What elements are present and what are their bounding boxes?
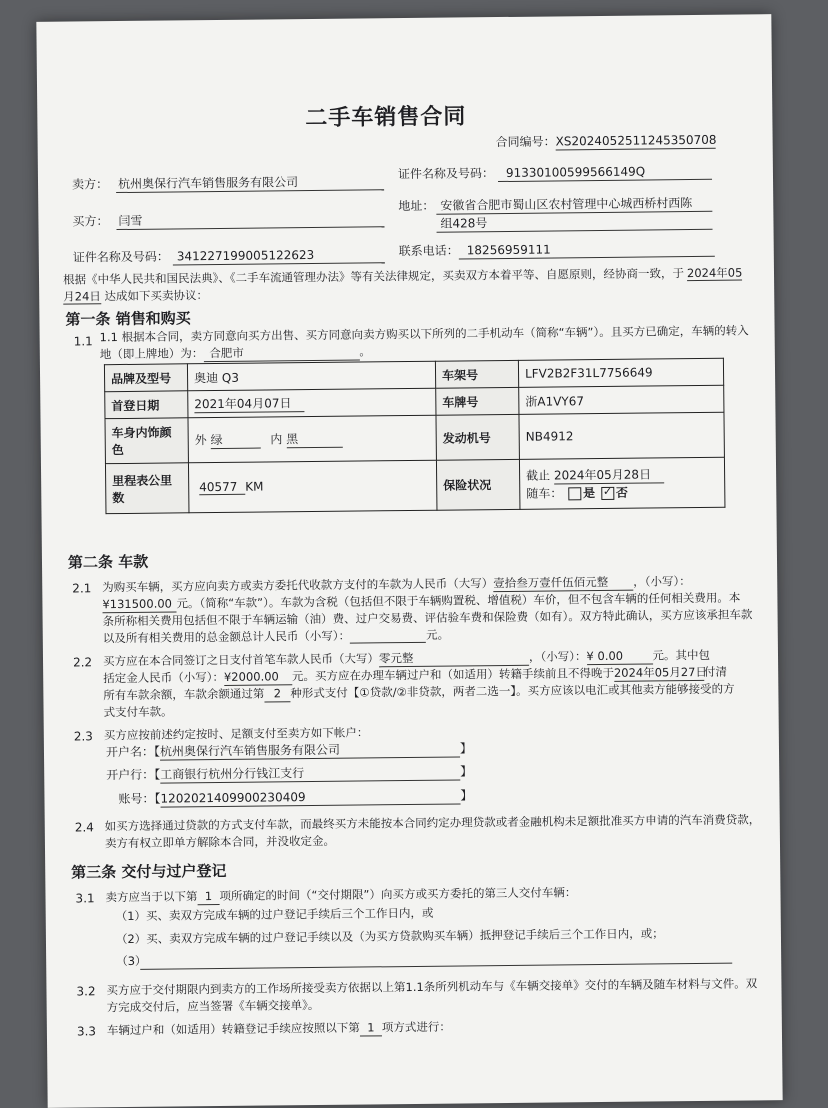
address-line1: 安徽省合肥市蜀山区农村管理中心城西桥村西陈 <box>440 196 693 213</box>
plate-value: 浙A1VY67 <box>519 385 724 414</box>
yes-label: 是 <box>583 486 596 501</box>
account-number: 1202021409900230409 <box>160 787 460 807</box>
payment-method: 2 <box>264 685 290 702</box>
bracket-left: 【 <box>154 791 161 806</box>
interior-label: 内 <box>270 432 283 447</box>
clause-2-1-text-a: 为购买车辆，买方应向卖方或卖方委托代收款方支付的车款为人民币（大写） <box>102 576 494 595</box>
mileage-unit: KM <box>245 479 264 494</box>
account-name: 杭州奥保行汽车销售服务有限公司 <box>160 740 460 760</box>
address-line2: 组428号 <box>440 216 488 231</box>
mileage-value: 40577 <box>199 480 245 495</box>
delivery-option-3-label: （3） <box>116 953 147 969</box>
exterior-color: 绿 <box>210 431 260 450</box>
transfer-option-number: 1 <box>360 1019 382 1036</box>
clause-3-1-text-b: 项所确定的时间（“交付期限”）向买方或买方委托的第三人交付车辆： <box>219 885 577 904</box>
delivery-option-number: 1 <box>197 888 219 905</box>
article2-heading: 第二条 车款 <box>67 552 149 572</box>
clause-1-1-line2 <box>100 343 371 363</box>
engine-value: NB4912 <box>519 412 724 459</box>
deposit-amount: ¥2000.00 <box>224 668 292 686</box>
reg-date-label: 首登日期 <box>105 391 188 419</box>
intro-date-part1: 2024年05 <box>686 265 743 281</box>
intro-text <box>63 264 743 287</box>
contract-page <box>36 14 782 1108</box>
registration-place: 合肥市 <box>203 344 359 363</box>
interior-color: 黑 <box>286 430 342 449</box>
clause-2-1-text-c: 元。（简称“车款”）。车款为含税（包括但不限于车辆购置税、增值税）车价，但不包含车辆的任何相关费用。本 <box>176 590 741 611</box>
delivery-option-3-blank[interactable] <box>140 947 732 970</box>
clause-1-1-line1: 1.1 根据本合同，卖方同意向买方出售、买方同意向卖方购买以下所列的二手机动车（简称“车辆”）。且买方已确定，车辆的转入 <box>99 323 749 345</box>
clause-3-1-line1 <box>105 884 576 906</box>
clause-number-2-1: 2.1 <box>72 581 92 596</box>
phone-label: 联系电话： <box>398 243 459 259</box>
buyer-name: 闫雪 <box>118 213 143 229</box>
checkbox-no-checked[interactable] <box>601 487 614 500</box>
color-cell <box>188 415 436 463</box>
buyer-label: 买方： <box>72 214 109 229</box>
insurance-until-label: 截止 <box>526 468 551 483</box>
phone: 18256959111 <box>466 242 551 258</box>
clause-number-1-1: 1.1 <box>73 334 93 349</box>
clause-3-3-text-a: 车辆过户和（如适用）转籍登记手续应按照以下第 <box>106 1020 360 1038</box>
clause-2-4-line2: 卖方有权立即单方解除本合同，并没收定金。 <box>104 833 335 851</box>
clause-2-1-text-e: 以及所有相关费用的总金额总计人民币（小写）： <box>102 628 351 646</box>
clause-3-3-text-b: 项方式进行： <box>381 1019 451 1035</box>
mileage-cell <box>188 460 437 513</box>
total-amount-blank[interactable] <box>350 628 426 644</box>
vin-value: LFV2B2F31L7756649 <box>518 358 723 387</box>
no-label: 否 <box>615 485 629 500</box>
insurance-cell <box>519 457 725 509</box>
clause-2-2-text-g: 所有车款余额，车款余额通过第 <box>103 686 265 703</box>
clause-number-3-3: 3.3 <box>76 1024 97 1039</box>
clause-3-2-line1: 买方应于交付期限内到卖方的工作场所接受卖方依据以上第1.1条所列机动车与《车辆交接单》交付的车辆及随车材料与文件。双 <box>106 976 758 998</box>
account-number-row <box>118 787 472 808</box>
insurance-label: 保险状况 <box>436 459 520 510</box>
clause-3-2-line2: 方完成交付后，应当签署《车辆交接单》。 <box>106 997 320 1015</box>
bracket-right: 】 <box>460 788 473 803</box>
clause-number-2-2: 2.2 <box>72 655 93 670</box>
price-in-words: 壹拾叁万壹仟伍佰元整 <box>493 574 633 592</box>
clause-3-3-line1 <box>107 1019 451 1040</box>
clause-2-2-text-b: ，（小写）： <box>528 649 587 664</box>
vin-label: 车架号 <box>435 360 518 388</box>
clause-2-1-line3: 条所称相关费用包括但不限于车辆运输（油）费、过户交易费、评估验车费和保险费（如有）。双方特此确认，买方应该承担车款 <box>102 607 753 629</box>
seller-id: 91330100599566149Q <box>505 164 646 180</box>
bracket-right: 】 <box>460 764 473 779</box>
clause-1-1-line2-text: 地（即上牌地）为： <box>99 346 204 362</box>
final-payment-date: 2024年05月27日 <box>613 664 708 680</box>
article1-heading: 第一条 销售和购买 <box>65 309 191 329</box>
engine-label: 发动机号 <box>436 414 519 460</box>
clause-2-1-line4 <box>103 627 449 647</box>
delivery-option-2: （2）买、卖双方完成车辆的过户登记手续以及（为买方贷款购买车辆）抵押登记手续后三个工作日内，或； <box>115 926 664 947</box>
seller-name: 杭州奥保行汽车销售服务有限公司 <box>117 175 299 192</box>
clause-2-3-line1: 买方应按前述约定按时、足额支付至卖方如下帐户： <box>103 725 369 743</box>
intro-line2-text: 达成如下买卖协议： <box>104 288 209 304</box>
clause-2-1-text-b: ，（小写）： <box>633 574 691 589</box>
contract-number-label: 合同编号： <box>495 134 556 150</box>
brand-value: 奥迪 Q3 <box>187 361 435 391</box>
reg-date-cell <box>188 388 436 418</box>
buyer-id: 341227199005122623 <box>176 247 315 264</box>
bracket-right: 】 <box>459 741 473 756</box>
bank-label: 开户行： <box>106 767 155 783</box>
contract-number <box>496 132 716 151</box>
contract-number-value: XS2024052511245350708 <box>555 132 717 149</box>
clause-2-2-text-c: 元。其中包 <box>652 647 711 663</box>
intro-date-part2: 月24日 <box>63 289 101 304</box>
buyer-id-label: 证件名称及号码： <box>72 249 169 265</box>
mileage-label: 里程表公里数 <box>105 463 189 514</box>
exterior-label: 外 <box>194 433 207 448</box>
down-payment-in-figures: ¥ 0.00 <box>586 647 652 665</box>
color-label: 车身内饰颜色 <box>105 418 188 464</box>
account-name-row <box>106 740 472 761</box>
bracket-left: 【 <box>154 767 161 782</box>
clause-number-3-1: 3.1 <box>75 891 95 906</box>
clause-2-2-text-f: 付清 <box>703 664 727 679</box>
clause-2-2-text-a: 买方应在本合同签订之日支付首笔车款人民币（大写） <box>102 651 380 669</box>
period: 。 <box>359 344 371 359</box>
brand-label: 品牌及型号 <box>104 364 187 392</box>
insurance-until: 2024年05月28日 <box>554 465 664 484</box>
clause-number-2-3: 2.3 <box>73 729 93 744</box>
delivery-option-1: （1）买、卖双方完成车辆的过户登记手续后三个工作日内，或 <box>115 905 434 924</box>
bank-row <box>106 763 472 784</box>
reg-date-value: 2021年04月07日 <box>194 394 304 413</box>
plate-label: 车牌号 <box>436 387 519 415</box>
account-number-label: 账号： <box>118 791 155 807</box>
intro-line1: 根据《中华人民共和国民法典》、《二手车流通管理办法》等有关法律规定，买卖双方本着平等、自愿原则，经协商一致，于 <box>62 266 685 287</box>
clause-2-1-text-f: 元。 <box>425 627 450 642</box>
bracket-left: 【 <box>153 744 161 759</box>
address-label: 地址： <box>398 198 435 214</box>
account-name-label: 开户名： <box>105 744 155 760</box>
clause-3-1-text-a: 卖方应当于以下第 <box>105 889 198 905</box>
seller-label: 卖方： <box>71 177 109 192</box>
checkbox-yes[interactable] <box>568 487 581 500</box>
price-in-figures: ¥131500.00 <box>102 595 176 613</box>
clause-number-2-4: 2.4 <box>74 820 94 835</box>
bank-name: 工商银行杭州分行钱江支行 <box>160 763 460 783</box>
insurance-with-label: 随车： <box>526 486 563 501</box>
seller-id-label: 证件名称及号码： <box>397 166 495 182</box>
intro-line2 <box>63 287 208 305</box>
clause-number-3-2: 3.2 <box>76 984 96 999</box>
vehicle-table <box>104 358 726 514</box>
document-title: 二手车销售合同 <box>305 104 467 132</box>
clause-2-2-text-d: 括定金人民币（小写）： <box>103 669 225 686</box>
article3-heading: 第三条 交付与过户登记 <box>71 861 227 882</box>
clause-2-2-line4: 式支付车款。 <box>103 704 173 720</box>
clause-2-4-line1: 如买方选择通过贷款的方式支付车款，而最终买方未能按本合同约定办理贷款或者金融机构未足额批准买方申请的汽车消费贷款， <box>104 812 761 834</box>
clause-2-2-text-e: 元。买方应在办理车辆过户和（如适用）转籍手续前且不得晚于 <box>291 665 615 684</box>
clause-2-2-text-h: 种形式支付【①贷款/②非贷款，两者二选一】。买方应该以电汇或其他卖方能够接受的方 <box>290 681 735 701</box>
down-payment-in-words: 零元整 <box>379 649 529 668</box>
